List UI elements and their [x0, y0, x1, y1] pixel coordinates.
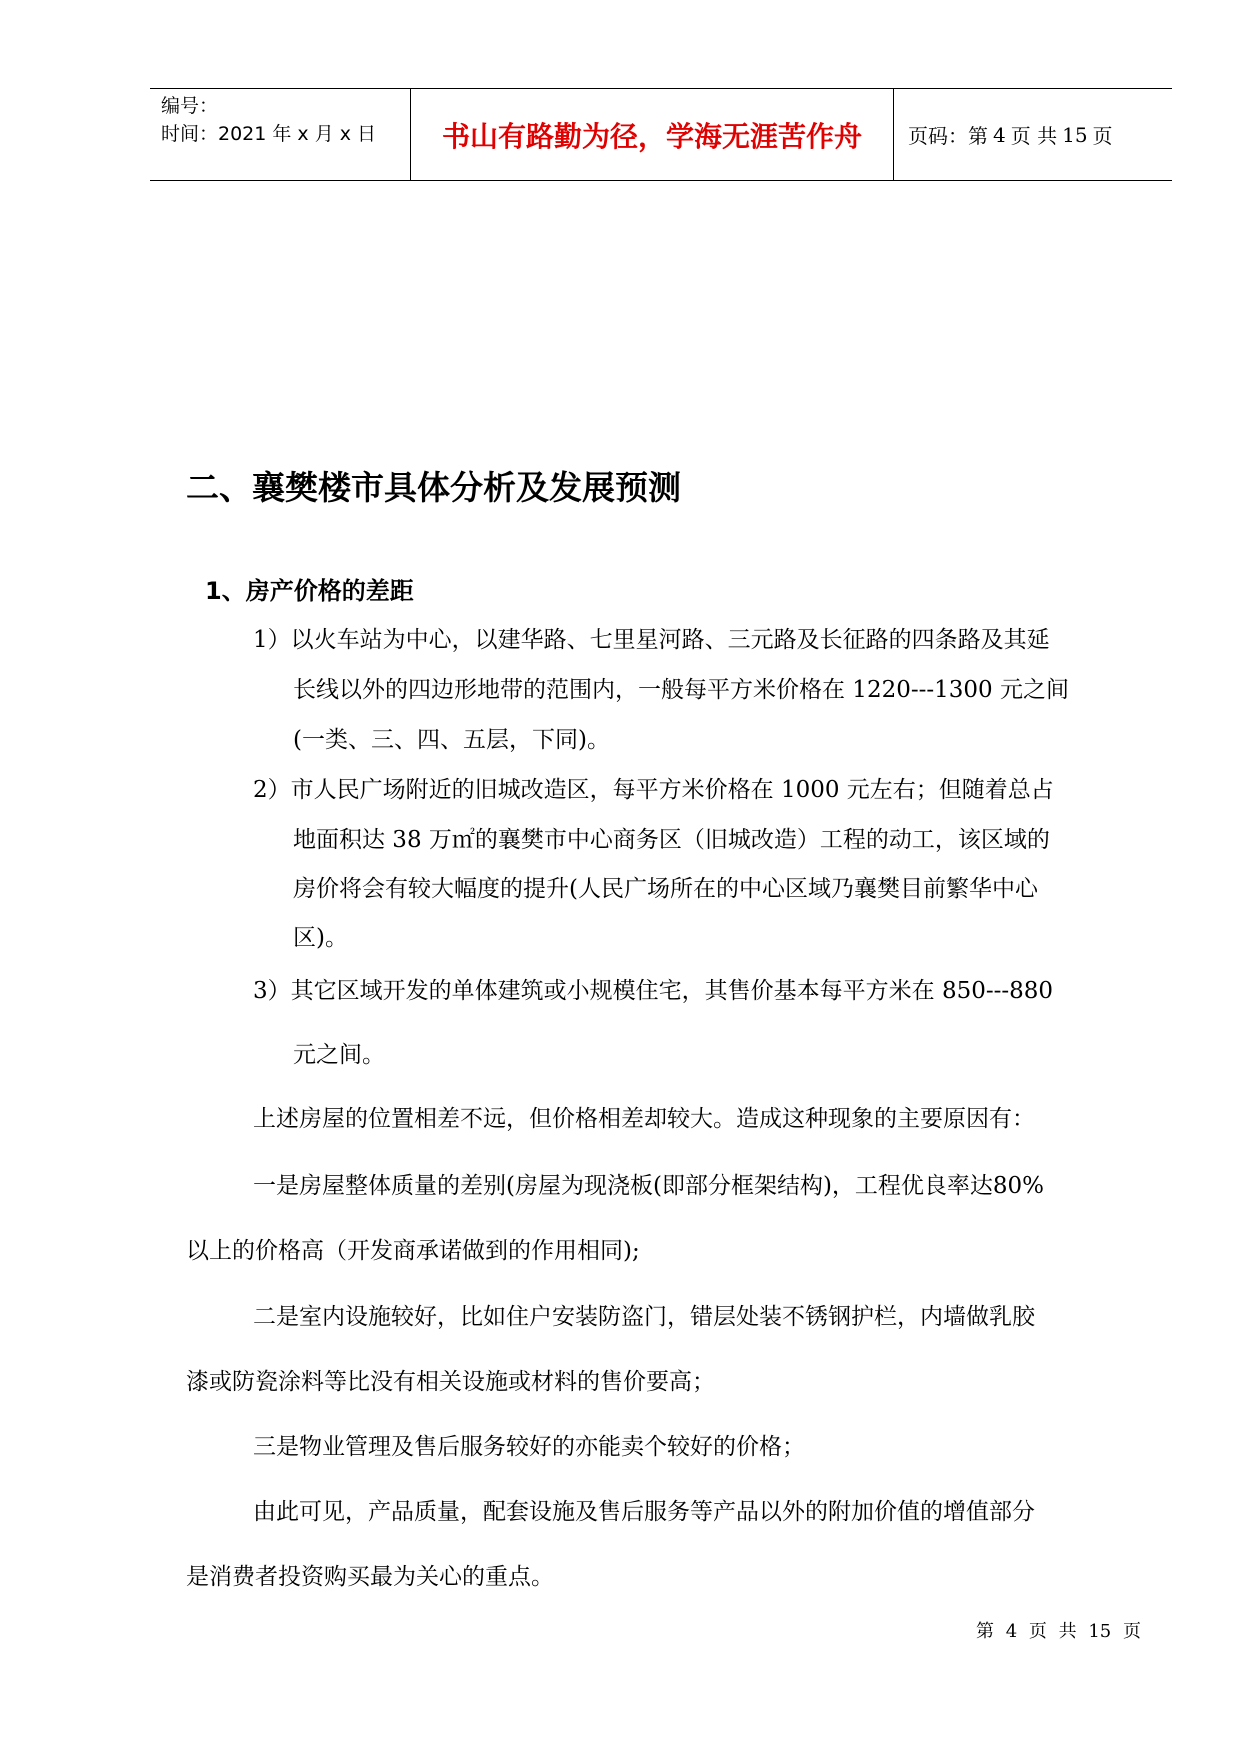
item-1-line-1: 1）以火车站为中心，以建华路、七里星河路、三元路及长征路的四条路及其延 — [253, 627, 1050, 653]
page-current: 4 — [993, 122, 1006, 147]
body-paragraph-2-line-2: 以上的价格高（开发商承诺做到的作用相同); — [186, 1238, 640, 1264]
item-1-line-2: 长线以外的四边形地带的范围内，一般每平方米价格在 1220---1300 元之间 — [293, 677, 1070, 703]
document-number-label: 编号： — [161, 95, 219, 117]
item-2-line-4: 区)。 — [293, 925, 348, 951]
item-3-line-1: 3）其它区域开发的单体建筑或小规模住宅，其售价基本每平方米在 850---880 — [253, 978, 1054, 1004]
header-page-info — [894, 89, 1172, 180]
item-2-line-2: 地面积达 38 万㎡的襄樊市中心商务区（旧城改造）工程的动工，该区域的 — [293, 827, 1050, 853]
body-paragraph-5-line-2: 是消费者投资购买最为关心的重点。 — [186, 1564, 554, 1590]
page-suffix: 页 — [1092, 124, 1113, 148]
page-header — [150, 88, 1172, 181]
item-1-line-3: (一类、三、四、五层，下同)。 — [293, 727, 610, 753]
page-footer: 第 4 页 共 15 页 — [976, 1621, 1141, 1642]
page-total: 15 — [1062, 122, 1088, 147]
motto-text: 书山有路勤为径，学海无涯苦作舟 — [441, 119, 862, 153]
header-motto — [411, 89, 894, 180]
body-paragraph-2-line-1: 一是房屋整体质量的差别(房屋为现浇板(即部分框架结构)，工程优良率达80% — [253, 1173, 1045, 1199]
body-paragraph-4: 三是物业管理及售后服务较好的亦能卖个较好的价格； — [253, 1434, 805, 1460]
header-meta — [150, 89, 411, 180]
body-paragraph-3-line-1: 二是室内设施较好，比如住户安装防盗门，错层处装不锈钢护栏，内墙做乳胶 — [253, 1304, 1035, 1330]
body-paragraph-3-line-2: 漆或防瓷涂料等比没有相关设施或材料的售价要高； — [186, 1369, 715, 1395]
document-date: 时间：2021 年 x 月 x 日 — [161, 123, 377, 145]
item-2-line-1: 2）市人民广场附近的旧城改造区，每平方米价格在 1000 元左右；但随着总占 — [253, 777, 1054, 803]
body-paragraph-5-line-1: 由此可见，产品质量，配套设施及售后服务等产品以外的附加价值的增值部分 — [253, 1499, 1035, 1525]
page-prefix: 页码：第 — [908, 124, 988, 148]
item-3-line-2: 元之间。 — [293, 1042, 385, 1068]
body-paragraph-1: 上述房屋的位置相差不远，但价格相差却较大。造成这种现象的主要原因有： — [253, 1106, 1035, 1132]
page-mid: 页 共 — [1010, 124, 1058, 148]
subsection-heading: 1、房产价格的差距 — [205, 577, 414, 605]
item-2-line-3: 房价将会有较大幅度的提升(人民广场所在的中心区域乃襄樊目前繁华中心 — [293, 876, 1038, 902]
section-heading: 二、襄樊楼市具体分析及发展预测 — [186, 468, 681, 507]
